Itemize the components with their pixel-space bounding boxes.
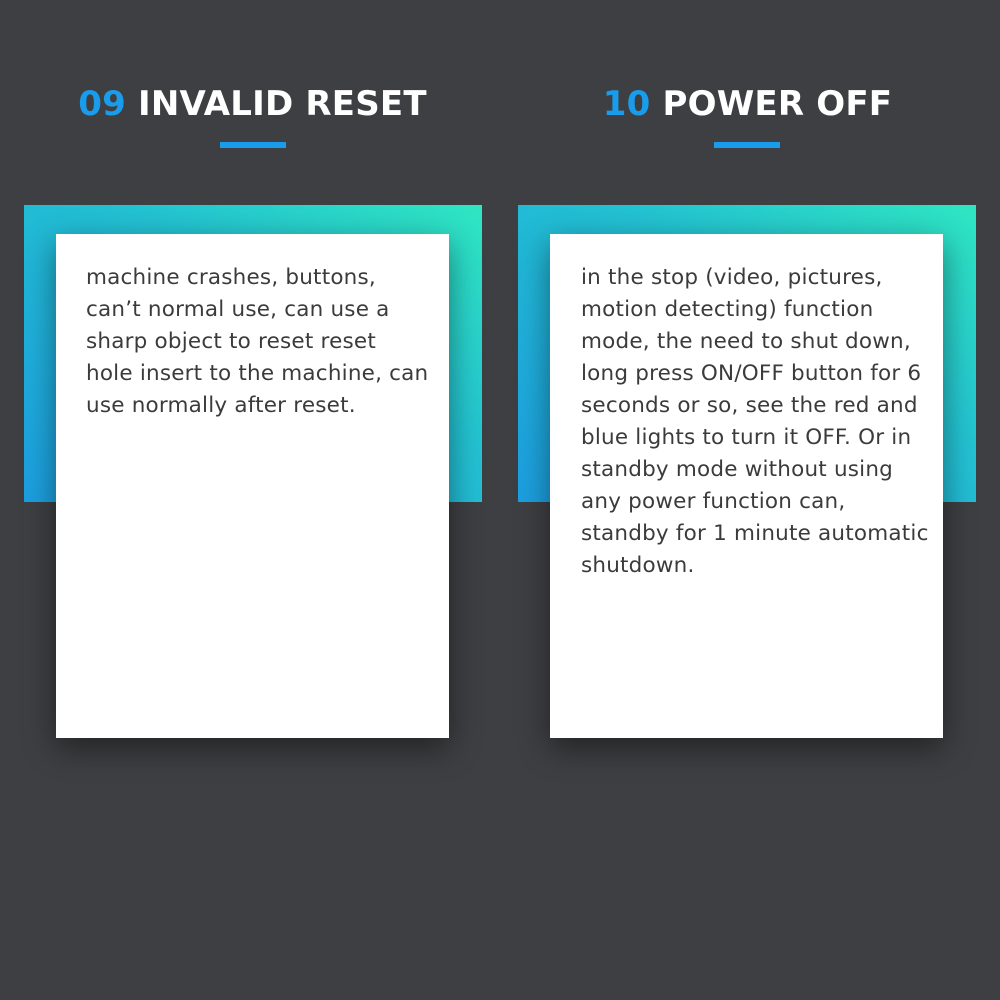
section-number: 10	[602, 84, 651, 124]
section-heading: INVALID RESET	[138, 84, 427, 124]
section-title-invalid-reset	[0, 82, 505, 126]
section-heading: POWER OFF	[662, 84, 893, 124]
section-number: 09	[78, 84, 126, 124]
card-body-text: machine crashes, buttons, can’t normal use, can use a sharp object to reset reset hole insert to the machine, can use normally after reset.	[86, 265, 429, 418]
instruction-card-power-off	[550, 234, 943, 738]
title-underline	[714, 142, 780, 148]
card-body-text: in the stop (video, pictures, motion detecting) function mode, the need to shut down, long press ON/OFF button for 6 seconds or so, see the red and blue lights to turn it OFF. Or in standby mode without using any power function can, standby for 1 minute automatic shutdown.	[581, 265, 929, 578]
section-title-power-off	[495, 82, 1000, 126]
instruction-card-invalid-reset	[56, 234, 449, 738]
title-underline	[220, 142, 286, 148]
